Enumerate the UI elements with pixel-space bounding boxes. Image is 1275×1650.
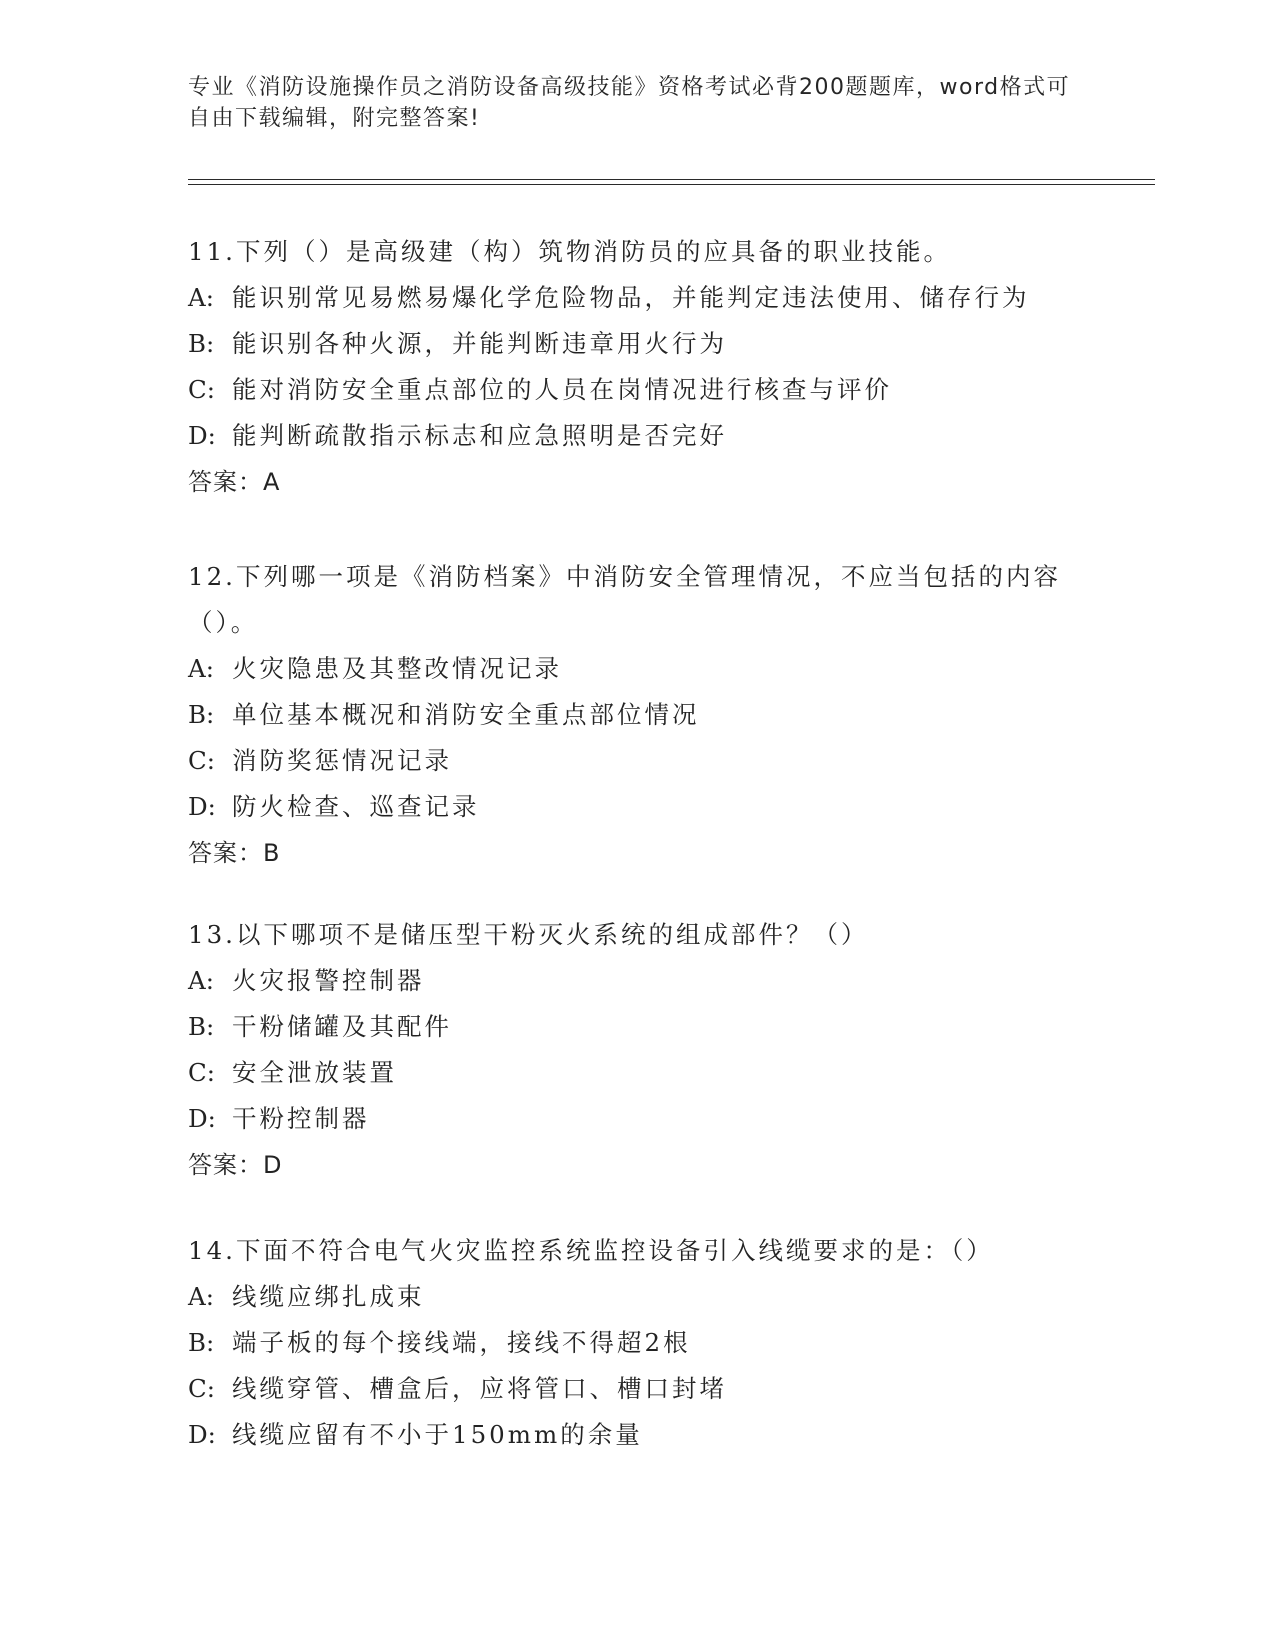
question-stem: 11.下列（）是高级建（构）筑物消防员的应具备的职业技能。 (188, 237, 951, 266)
option-letter: A: (188, 966, 214, 995)
document-header (188, 72, 1078, 134)
option-a (188, 958, 1088, 1004)
option-letter: B: (188, 700, 215, 729)
option-letter: B: (188, 1012, 215, 1041)
option-letter: A: (188, 654, 214, 683)
option-text: 能识别各种火源，并能判断违章用火行为 (232, 329, 727, 358)
option-letter: D: (188, 1420, 216, 1449)
option-text: 能对消防安全重点部位的人员在岗情况进行核查与评价 (232, 375, 892, 404)
option-b (188, 1004, 1088, 1050)
answer-line: 答案：A (188, 468, 281, 496)
option-c (188, 1366, 1088, 1412)
option-text: 端子板的每个接线端，接线不得超2根 (232, 1328, 691, 1357)
option-text: 防火检查、巡查记录 (232, 792, 480, 821)
option-c (188, 367, 1088, 413)
option-b (188, 692, 1088, 738)
option-d (188, 1096, 1088, 1142)
question-14 (188, 1228, 1088, 1458)
option-c (188, 738, 1088, 784)
option-c (188, 1050, 1088, 1096)
option-text: 能识别常见易燃易爆化学危险物品，并能判定违法使用、储存行为 (232, 283, 1030, 312)
answer-line: 答案：D (188, 1151, 283, 1179)
option-text: 火灾报警控制器 (232, 966, 425, 995)
option-text: 火灾隐患及其整改情况记录 (232, 654, 562, 683)
option-letter: A: (188, 283, 214, 312)
option-text: 干粉储罐及其配件 (232, 1012, 452, 1041)
option-text: 干粉控制器 (232, 1104, 370, 1133)
option-letter: C: (188, 1058, 216, 1087)
option-text: 单位基本概况和消防安全重点部位情况 (232, 700, 700, 729)
option-letter: A: (188, 1282, 214, 1311)
option-a (188, 275, 1088, 321)
option-b (188, 321, 1088, 367)
option-text: 线缆应绑扎成束 (232, 1282, 425, 1311)
option-a (188, 646, 1088, 692)
question-stem: 14.下面不符合电气火灾监控系统监控设备引入线缆要求的是：（） (188, 1236, 994, 1265)
question-11 (188, 229, 1088, 505)
option-a (188, 1274, 1088, 1320)
question-stem: 13.以下哪项不是储压型干粉灭火系统的组成部件？（） (188, 920, 869, 949)
option-letter: C: (188, 746, 216, 775)
option-text: 线缆穿管、槽盒后，应将管口、槽口封堵 (232, 1374, 727, 1403)
option-d (188, 413, 1088, 459)
option-letter: C: (188, 1374, 216, 1403)
question-12 (188, 554, 1088, 876)
option-letter: B: (188, 329, 215, 358)
option-text: 能判断疏散指示标志和应急照明是否完好 (232, 421, 727, 450)
question-13 (188, 912, 1088, 1188)
question-stem: 12.下列哪一项是《消防档案》中消防安全管理情况，不应当包括的内容（）。 (188, 562, 1061, 637)
header-divider-top (188, 179, 1155, 180)
option-d (188, 784, 1088, 830)
option-letter: D: (188, 1104, 216, 1133)
header-divider-bottom (188, 184, 1155, 185)
option-text: 消防奖惩情况记录 (232, 746, 452, 775)
option-letter: D: (188, 792, 216, 821)
option-d (188, 1412, 1088, 1458)
header-text: 专业《消防设施操作员之消防设备高级技能》资格考试必背200题题库，word格式可自由下载编辑，附完整答案! (188, 75, 1071, 131)
option-b (188, 1320, 1088, 1366)
option-letter: B: (188, 1328, 215, 1357)
answer-line: 答案：B (188, 839, 281, 867)
option-text: 线缆应留有不小于150mm的余量 (232, 1420, 643, 1449)
option-text: 安全泄放装置 (232, 1058, 397, 1087)
option-letter: D: (188, 421, 216, 450)
option-letter: C: (188, 375, 216, 404)
